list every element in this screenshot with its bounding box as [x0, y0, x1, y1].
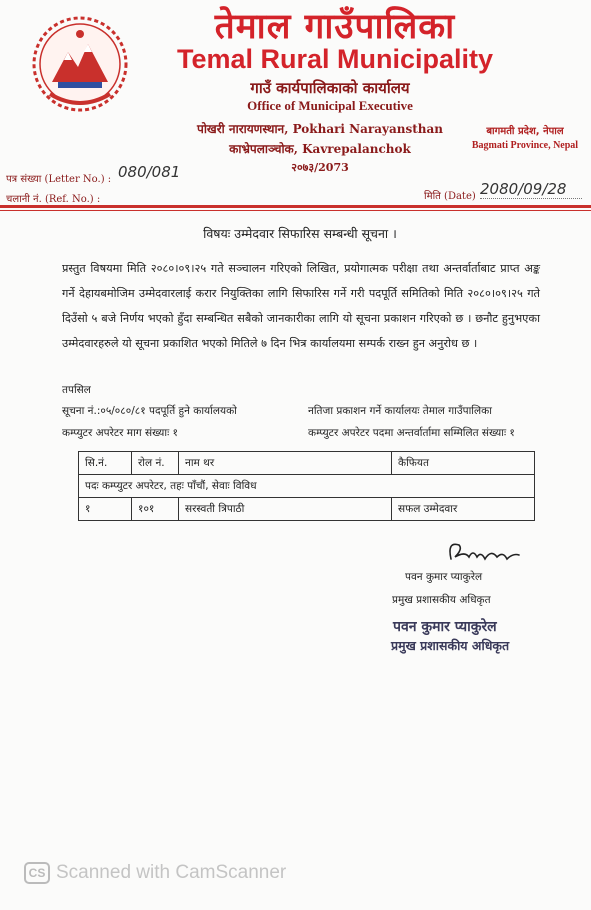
header-divider — [0, 205, 591, 208]
cell-sn: १ — [79, 498, 132, 521]
header-sn: सि.नं. — [79, 452, 132, 475]
cell-name: सरस्वती त्रिपाठी — [179, 498, 392, 521]
municipality-title-nepali: तेमाल गाउँपालिका — [214, 7, 456, 47]
signatory-name: पवन कुमार प्याकुरेल — [405, 571, 483, 583]
notice-subject: विषयः उम्मेदवार सिफारिस सम्बन्धी सूचना । — [203, 226, 397, 241]
cell-remark: सफल उम्मेदवार — [392, 498, 535, 521]
ref-no-label: चलानी नं. (Ref. No.) : — [6, 194, 101, 205]
notice-body: प्रस्तुत विषयमा मिति २०८०।०९।२५ गते सञ्चालन गरिएको लिखित, प्रयोगात्मक परीक्षा तथा अन्तर्वार्ताबाट प्राप्त अङ्क गर्ने देहायबमोजिम उम्मेदवारलाई करार नियुक्तिका लागि सिफारिस गर्ने गरी पदपूर्ति समितिको मिति २०८०।०९।२५ गते दिउँसो ५ बजे निर्णय भएको हुँदा सम्बन्धित सबैको जानकारीका लागि यो सूचना प्रकाशन गरिएको छ । छनौट हुनुभएका उम्मेदवारहरुले यो सूचना प्रकाशित भएको मितिले ७ दिन भित्र कार्यालयमा सम्पर्क राख्न हुन अनुरोध छ । — [62, 262, 540, 350]
province-english: Bagmati Province, Nepal — [471, 140, 579, 151]
table-row — [79, 498, 535, 521]
province-nepali: बागमती प्रदेश, नेपाल — [486, 126, 564, 137]
office-name-english: Office of Municipal Executive — [247, 98, 413, 113]
header-name: नाम थर — [179, 452, 392, 475]
address-line-2: काभ्रेपलाञ्चोक, Kavrepalanchok — [229, 142, 411, 156]
address-line-1: पोखरी नारायणस्थान, Pokhari Narayansthan — [197, 122, 443, 136]
date-value: 2080/09/28 — [480, 180, 582, 199]
result-office: नतिजा प्रकाशन गर्ने कार्यालयः तेमाल गाउँपालिका — [308, 405, 492, 417]
municipality-emblem-logo — [30, 12, 130, 120]
candidate-table — [78, 451, 535, 521]
signatory-stamp-title: प्रमुख प्रशासकीय अधिकृत — [391, 638, 510, 653]
table-header-row — [79, 452, 535, 475]
camscanner-watermark — [24, 862, 286, 884]
office-name-nepali: गाउँ कार्यपालिकाको कार्यालय — [250, 79, 410, 97]
demand-count: कम्प्युटर अपरेटर माग संख्याः १ — [62, 427, 179, 439]
letter-no-label: पत्र संख्या (Letter No.) : — [6, 174, 112, 185]
header-roll: रोल नं. — [132, 452, 179, 475]
camscanner-icon: CS — [24, 862, 50, 884]
letter-no-value: 080/081 — [118, 163, 181, 181]
established-year: २०७३/2073 — [291, 161, 349, 174]
signatory-title: प्रमुख प्रशासकीय अधिकृत — [392, 594, 491, 606]
cell-roll: १०१ — [132, 498, 179, 521]
post-info: पदः कम्प्युटर अपरेटर, तहः पाँचौं, सेवाः विविध — [79, 475, 535, 498]
details-heading: तपसिल — [62, 384, 91, 396]
header-remark: कैफियत — [392, 452, 535, 475]
table-post-row — [79, 475, 535, 498]
interview-count: कम्प्युटर अपरेटर पदमा अन्तर्वार्तामा सम्मिलित संख्याः १ — [308, 427, 515, 439]
header-divider-thin — [0, 210, 591, 211]
date-label: मिति (Date) — [424, 191, 476, 202]
camscanner-text: Scanned with CamScanner — [56, 862, 287, 883]
signatory-stamp-name: पवन कुमार प्याकुरेल — [393, 619, 497, 635]
municipality-title-english: Temal Rural Municipality — [176, 44, 494, 74]
handwritten-signature — [445, 535, 525, 569]
notice-number: सूचना नं.:०५/०८०/८१ पदपूर्ति हुने कार्यालयको — [62, 405, 237, 417]
